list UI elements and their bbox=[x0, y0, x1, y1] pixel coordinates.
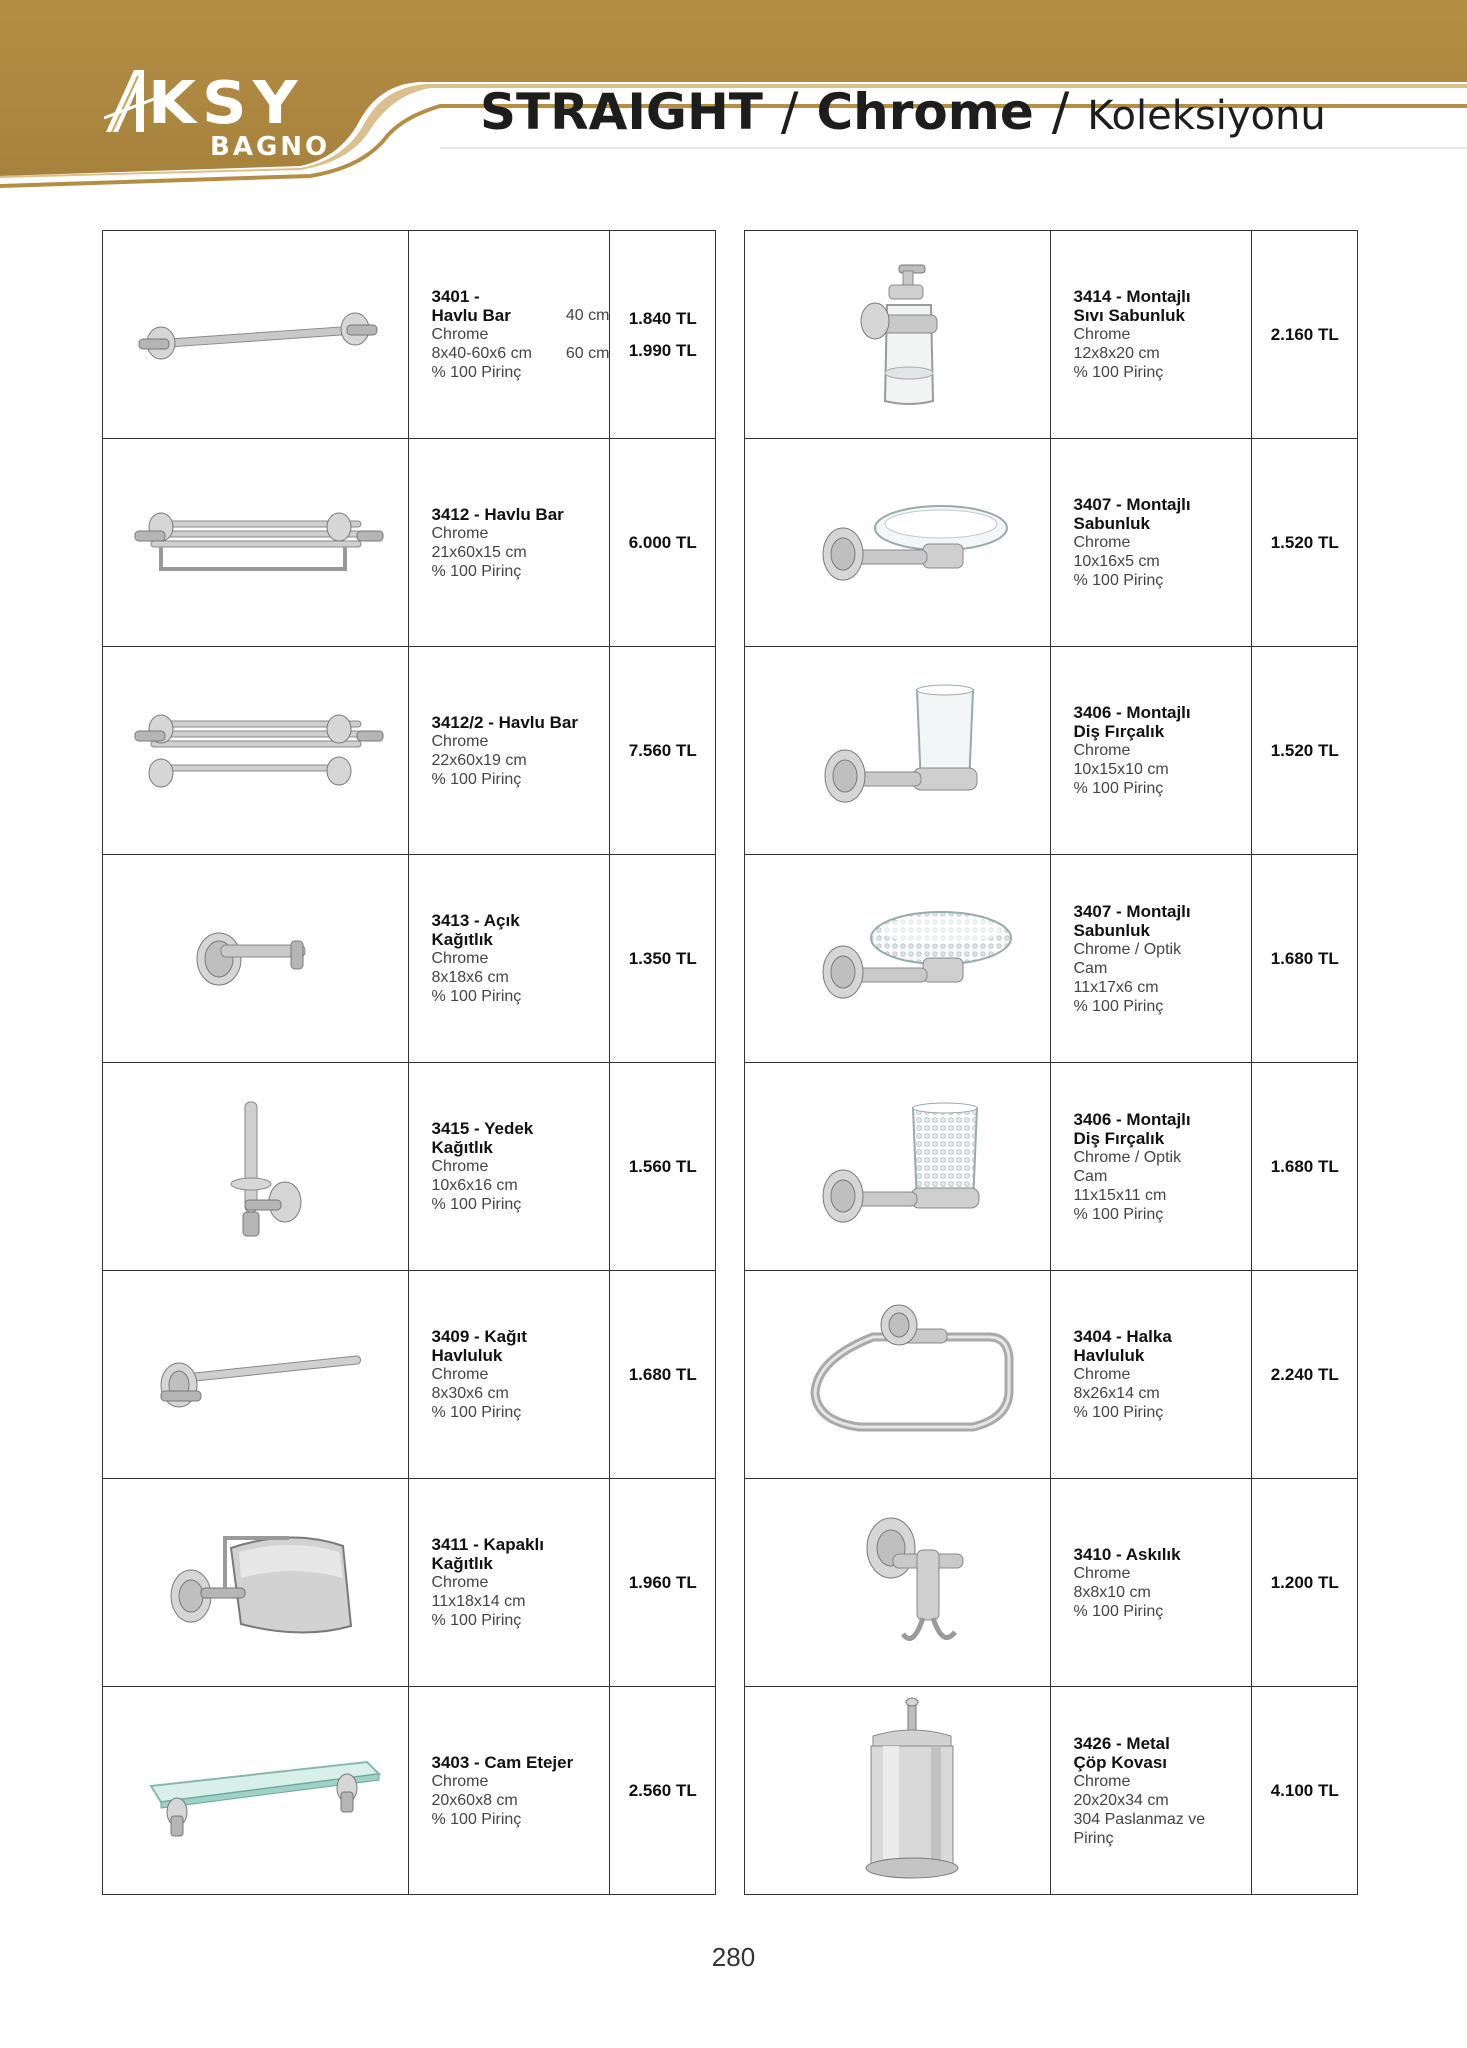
product-description bbox=[409, 855, 610, 1063]
product-finish: Chrome / Optik bbox=[1073, 940, 1182, 958]
logo-text: KSY bbox=[148, 67, 304, 138]
product-finish: Chrome bbox=[431, 326, 489, 343]
product-dimensions: 11x15x11 cm bbox=[1073, 1186, 1167, 1204]
towel-bar-icon bbox=[121, 275, 391, 395]
product-price-cell bbox=[1252, 231, 1358, 439]
product-finish: Chrome bbox=[1073, 326, 1131, 343]
product-table-right bbox=[744, 230, 1358, 1895]
product-variant: 60 cm bbox=[565, 345, 610, 362]
product-image-cell bbox=[745, 1063, 1051, 1271]
product-dimensions: 8x18x6 cm bbox=[431, 969, 509, 986]
product-image-cell bbox=[745, 1479, 1051, 1687]
product-name: Sabunluk bbox=[1073, 920, 1150, 940]
product-price: 1.200 TL bbox=[1270, 1572, 1339, 1592]
product-dimensions: 10x15x10 cm bbox=[1073, 761, 1169, 778]
table-row bbox=[745, 1063, 1358, 1271]
product-image-cell bbox=[103, 1271, 409, 1479]
product-image-cell bbox=[103, 855, 409, 1063]
product-description bbox=[409, 1479, 610, 1687]
product-image-cell bbox=[103, 1479, 409, 1687]
product-material: % 100 Pirinç bbox=[1073, 1602, 1164, 1620]
product-material: % 100 Pirinç bbox=[431, 1810, 522, 1828]
product-code: 3406 - Montajlı bbox=[1073, 1109, 1191, 1129]
product-price-cell bbox=[610, 855, 716, 1063]
product-price-cell bbox=[1252, 1687, 1358, 1895]
product-name: Çöp Kovası bbox=[1073, 1752, 1168, 1772]
glass-shelf-icon bbox=[121, 1726, 391, 1856]
product-variant: 40 cm bbox=[565, 307, 610, 324]
product-description bbox=[1051, 647, 1252, 855]
product-finish: Chrome bbox=[431, 524, 489, 542]
product-material: 304 Paslanmaz ve bbox=[1073, 1810, 1206, 1828]
product-name: Kağıtlık bbox=[431, 1554, 493, 1573]
product-code: 3401 - bbox=[431, 287, 480, 306]
product-material: % 100 Pirinç bbox=[431, 770, 522, 788]
product-finish: Chrome bbox=[431, 732, 489, 750]
product-finish: Chrome bbox=[1073, 1366, 1131, 1383]
product-name: Diş Fırçalık bbox=[1073, 1128, 1165, 1148]
towel-ring-icon bbox=[763, 1295, 1033, 1455]
product-finish: Chrome bbox=[431, 1158, 489, 1175]
product-dimensions: 8x26x14 cm bbox=[1073, 1385, 1160, 1402]
product-material: % 100 Pirinç bbox=[1073, 1404, 1164, 1421]
product-material: % 100 Pirinç bbox=[431, 1612, 522, 1629]
soap-dish-icon bbox=[763, 478, 1033, 608]
product-price-cell bbox=[610, 231, 716, 439]
product-price: 1.990 TL bbox=[628, 340, 697, 360]
table-row bbox=[103, 231, 716, 439]
product-price: 7.560 TL bbox=[628, 740, 697, 760]
product-description bbox=[1051, 1687, 1252, 1895]
product-price-cell bbox=[610, 647, 716, 855]
product-image-cell bbox=[103, 647, 409, 855]
product-material: % 100 Pirinç bbox=[431, 364, 522, 381]
product-finish-material: Cam bbox=[1073, 959, 1108, 977]
towel-rack-icon bbox=[121, 483, 391, 603]
product-material: % 100 Pirinç bbox=[1073, 997, 1164, 1015]
optic-tumbler-holder-icon bbox=[763, 1092, 1033, 1242]
product-image-cell bbox=[745, 439, 1051, 647]
title-finish: Chrome bbox=[816, 83, 1034, 141]
paper-holder-icon bbox=[121, 899, 391, 1019]
product-image-cell bbox=[745, 855, 1051, 1063]
product-dimensions: 12x8x20 cm bbox=[1073, 345, 1160, 362]
product-description bbox=[409, 647, 610, 855]
robe-hook-icon bbox=[763, 1498, 1033, 1668]
table-row bbox=[103, 647, 716, 855]
table-row bbox=[745, 1687, 1358, 1895]
product-code: 3407 - Montajlı bbox=[1073, 495, 1191, 514]
table-row bbox=[103, 1063, 716, 1271]
title-suffix: Koleksiyonu bbox=[1087, 93, 1326, 139]
product-name: Havlu Bar bbox=[431, 306, 511, 325]
title-collection: STRAIGHT bbox=[480, 83, 763, 141]
product-description bbox=[409, 1063, 610, 1271]
table-row bbox=[745, 439, 1358, 647]
product-code: 3406 - Montajlı bbox=[1073, 703, 1191, 722]
product-dimensions: 21x60x15 cm bbox=[431, 543, 527, 561]
product-material: % 100 Pirinç bbox=[1073, 1205, 1164, 1223]
product-price: 1.680 TL bbox=[628, 1364, 697, 1384]
product-description bbox=[1051, 231, 1252, 439]
product-code: 3413 - Açık bbox=[431, 911, 520, 930]
product-code: 3415 - Yedek bbox=[431, 1119, 534, 1138]
table-row bbox=[103, 1479, 716, 1687]
logo-subtext: BAGNO bbox=[210, 132, 331, 162]
product-image-cell bbox=[745, 231, 1051, 439]
product-price-cell bbox=[1252, 439, 1358, 647]
product-dimensions: 8x8x10 cm bbox=[1073, 1583, 1151, 1601]
product-finish-material: Cam bbox=[1073, 1167, 1108, 1185]
product-description bbox=[409, 439, 610, 647]
table-row bbox=[103, 439, 716, 647]
product-finish: Chrome bbox=[1073, 534, 1131, 551]
product-finish: Chrome bbox=[431, 1574, 489, 1591]
table-row bbox=[745, 1271, 1358, 1479]
product-finish: Chrome bbox=[1073, 742, 1131, 759]
product-code: 3412/2 - Havlu Bar bbox=[431, 712, 578, 732]
product-price: 1.520 TL bbox=[1270, 532, 1339, 552]
product-material: % 100 Pirinç bbox=[431, 562, 522, 580]
spare-paper-holder-icon bbox=[121, 1082, 391, 1252]
product-finish: Chrome bbox=[1073, 1564, 1131, 1582]
product-material: % 100 Pirinç bbox=[1073, 572, 1164, 589]
product-description bbox=[409, 231, 610, 439]
product-table-left bbox=[102, 230, 716, 1895]
product-name: Kağıtlık bbox=[431, 930, 493, 949]
product-code: 3412 - Havlu Bar bbox=[431, 504, 564, 524]
product-description bbox=[1051, 855, 1252, 1063]
product-price-cell bbox=[1252, 1479, 1358, 1687]
table-row bbox=[103, 1271, 716, 1479]
product-material: % 100 Pirinç bbox=[431, 1196, 522, 1213]
product-dimensions: 10x6x16 cm bbox=[431, 1177, 518, 1194]
product-price-cell bbox=[610, 1479, 716, 1687]
product-dimensions: 11x18x14 cm bbox=[431, 1593, 526, 1610]
product-price: 1.960 TL bbox=[628, 1572, 697, 1592]
product-code: 3407 - Montajlı bbox=[1073, 901, 1191, 921]
product-dimensions: 8x30x6 cm bbox=[431, 1385, 509, 1402]
product-price: 1.680 TL bbox=[1270, 1156, 1339, 1176]
product-dimensions: 22x60x19 cm bbox=[431, 751, 527, 769]
product-material: % 100 Pirinç bbox=[1073, 780, 1164, 797]
product-image-cell bbox=[745, 1687, 1051, 1895]
product-code: 3410 - Askılık bbox=[1073, 1544, 1181, 1564]
table-row bbox=[103, 1687, 716, 1895]
product-dimensions: 20x20x34 cm bbox=[1073, 1791, 1169, 1809]
product-material: % 100 Pirinç bbox=[431, 1404, 522, 1421]
product-image-cell bbox=[103, 1687, 409, 1895]
product-price-cell bbox=[610, 1687, 716, 1895]
table-row bbox=[745, 231, 1358, 439]
product-material: % 100 Pirinç bbox=[1073, 364, 1164, 381]
product-image-cell bbox=[745, 647, 1051, 855]
product-description bbox=[1051, 439, 1252, 647]
brand-logo bbox=[104, 66, 344, 166]
product-price: 4.100 TL bbox=[1270, 1780, 1339, 1800]
product-price: 1.840 TL bbox=[628, 308, 697, 328]
product-code: 3414 - Montajlı bbox=[1073, 287, 1191, 306]
waste-bin-icon bbox=[763, 1696, 1033, 1886]
product-price-cell bbox=[610, 1271, 716, 1479]
page-title bbox=[480, 82, 1326, 152]
product-price: 2.240 TL bbox=[1270, 1364, 1339, 1384]
product-price: 2.160 TL bbox=[1270, 324, 1339, 344]
table-row bbox=[103, 855, 716, 1063]
product-image-cell bbox=[103, 439, 409, 647]
title-separator: / bbox=[780, 82, 799, 142]
product-finish: Chrome / Optik bbox=[1073, 1148, 1182, 1166]
product-code: 3411 - Kapaklı bbox=[431, 1535, 544, 1554]
product-description bbox=[1051, 1271, 1252, 1479]
table-row bbox=[745, 647, 1358, 855]
product-image-cell bbox=[745, 1271, 1051, 1479]
product-price-cell bbox=[1252, 1271, 1358, 1479]
product-description bbox=[1051, 1063, 1252, 1271]
product-price: 6.000 TL bbox=[628, 532, 697, 552]
product-price: 1.520 TL bbox=[1270, 740, 1339, 760]
product-price-cell bbox=[610, 439, 716, 647]
product-name: Havluluk bbox=[431, 1346, 503, 1365]
towel-rack-double-icon bbox=[121, 691, 391, 811]
product-description bbox=[409, 1687, 610, 1895]
product-finish: Chrome bbox=[431, 1366, 489, 1383]
product-price: 1.680 TL bbox=[1270, 948, 1339, 968]
product-finish: Chrome bbox=[431, 1772, 489, 1790]
product-price: 2.560 TL bbox=[628, 1780, 697, 1800]
product-price-cell bbox=[1252, 647, 1358, 855]
product-material: % 100 Pirinç bbox=[431, 988, 522, 1005]
product-code: 3409 - Kağıt bbox=[431, 1327, 527, 1346]
product-dimensions: 8x40-60x6 cm bbox=[431, 345, 532, 362]
page-number: 280 bbox=[711, 1942, 756, 1972]
product-name: Sabunluk bbox=[1073, 514, 1150, 533]
product-description bbox=[1051, 1479, 1252, 1687]
product-finish: Chrome bbox=[1073, 1772, 1131, 1790]
product-dimensions: 11x17x6 cm bbox=[1073, 978, 1159, 996]
product-dimensions: 10x16x5 cm bbox=[1073, 553, 1160, 570]
product-dimensions: 20x60x8 cm bbox=[431, 1791, 518, 1809]
product-price-cell bbox=[1252, 855, 1358, 1063]
soap-dispenser-icon bbox=[763, 255, 1033, 415]
product-price-cell bbox=[1252, 1063, 1358, 1271]
product-name: Kağıtlık bbox=[431, 1138, 493, 1157]
optic-soap-dish-icon bbox=[763, 894, 1033, 1024]
covered-paper-holder-icon bbox=[121, 1508, 391, 1658]
paper-towel-bar-icon bbox=[121, 1315, 391, 1435]
table-row bbox=[745, 855, 1358, 1063]
product-price: 1.560 TL bbox=[628, 1156, 697, 1176]
product-material: Pirinç bbox=[1073, 1829, 1114, 1847]
product-price-cell bbox=[610, 1063, 716, 1271]
product-description bbox=[409, 1271, 610, 1479]
product-image-cell bbox=[103, 1063, 409, 1271]
product-name: Diş Fırçalık bbox=[1073, 722, 1165, 741]
product-code: 3403 - Cam Etejer bbox=[431, 1752, 574, 1772]
product-name: Havluluk bbox=[1073, 1346, 1145, 1365]
product-code: 3404 - Halka bbox=[1073, 1327, 1172, 1346]
table-row bbox=[745, 1479, 1358, 1687]
product-finish: Chrome bbox=[431, 950, 489, 967]
product-code: 3426 - Metal bbox=[1073, 1733, 1170, 1753]
tumbler-holder-icon bbox=[763, 676, 1033, 826]
product-price: 1.350 TL bbox=[628, 948, 697, 968]
product-image-cell bbox=[103, 231, 409, 439]
title-separator: / bbox=[1051, 82, 1070, 142]
product-name: Sıvı Sabunluk bbox=[1073, 306, 1185, 325]
page-header bbox=[0, 0, 1467, 200]
